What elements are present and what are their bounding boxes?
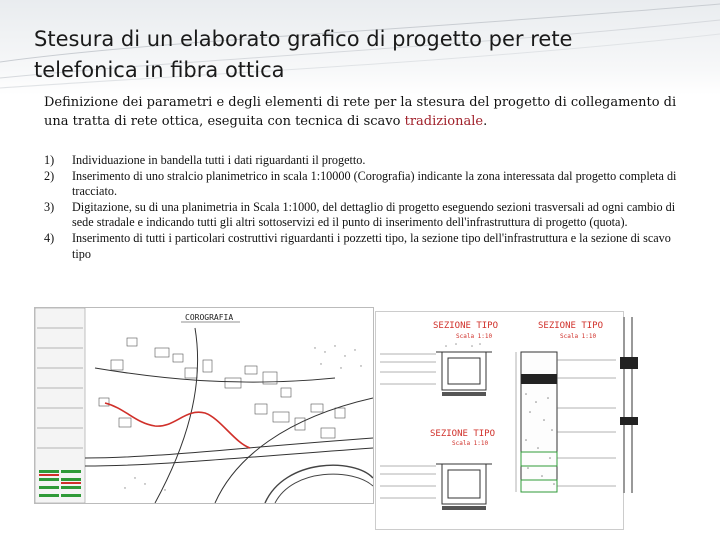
drawing-edge-strip bbox=[620, 317, 638, 493]
list-item bbox=[44, 200, 684, 231]
intro-paragraph bbox=[44, 93, 684, 131]
list-item bbox=[44, 169, 684, 200]
section-heading-left: SEZIONE TIPO bbox=[433, 321, 499, 331]
section-scale-left: Scala 1:10 bbox=[456, 333, 493, 340]
section-scale-right: Scala 1:10 bbox=[560, 333, 597, 340]
section-heading-right: SEZIONE TIPO bbox=[538, 321, 604, 331]
step-text: Inserimento di tutti i particolari costruttivi riguardanti i pozzetti tipo, la sezione tipo dell'infrastruttura e la sezione di scavo tipo bbox=[72, 230, 671, 261]
section-scale-bottom: Scala 1:10 bbox=[452, 440, 489, 447]
steps-list bbox=[44, 153, 684, 262]
step-text: Digitazione, su di una planimetria in Scala 1:1000, del dettaglio di progetto eseguendo sezioni trasversali ad ogni cambio di sede stradale e indicando tutti gli altri sottoservizi ed il punto di inserimento dell'infrastruttura di progetto (quota). bbox=[72, 199, 676, 230]
step-number: 3) bbox=[44, 199, 55, 214]
step-number: 4) bbox=[44, 230, 55, 245]
intro-text: Definizione dei parametri e degli elementi di rete per la stesura del progetto di collegamento di una tratta di rete ottica, eseguita con tecnica di scavo bbox=[44, 95, 677, 129]
section-heading-bottom: SEZIONE TIPO bbox=[430, 429, 496, 439]
step-number: 2) bbox=[44, 168, 55, 183]
step-text: Inserimento di uno stralcio planimetrico in scala 1:10000 (Corografia) indicante la zona interessata dal progetto completa di tracciato. bbox=[72, 168, 677, 199]
step-number: 1) bbox=[44, 153, 55, 167]
slide-title: Stesura di un elaborato grafico di progetto per rete telefonica in fibra ottica bbox=[34, 27, 573, 82]
intro-text-end: . bbox=[483, 114, 488, 129]
intro-highlight: tradizionale bbox=[404, 114, 484, 129]
map-heading: COROGRAFIA bbox=[185, 313, 234, 322]
list-item bbox=[44, 153, 684, 169]
corografia-map-image bbox=[34, 307, 374, 504]
list-item bbox=[44, 231, 684, 262]
sezione-tipo-image bbox=[375, 311, 624, 530]
step-text: Individuazione in bandella tutti i dati riguardanti il progetto. bbox=[72, 153, 366, 167]
